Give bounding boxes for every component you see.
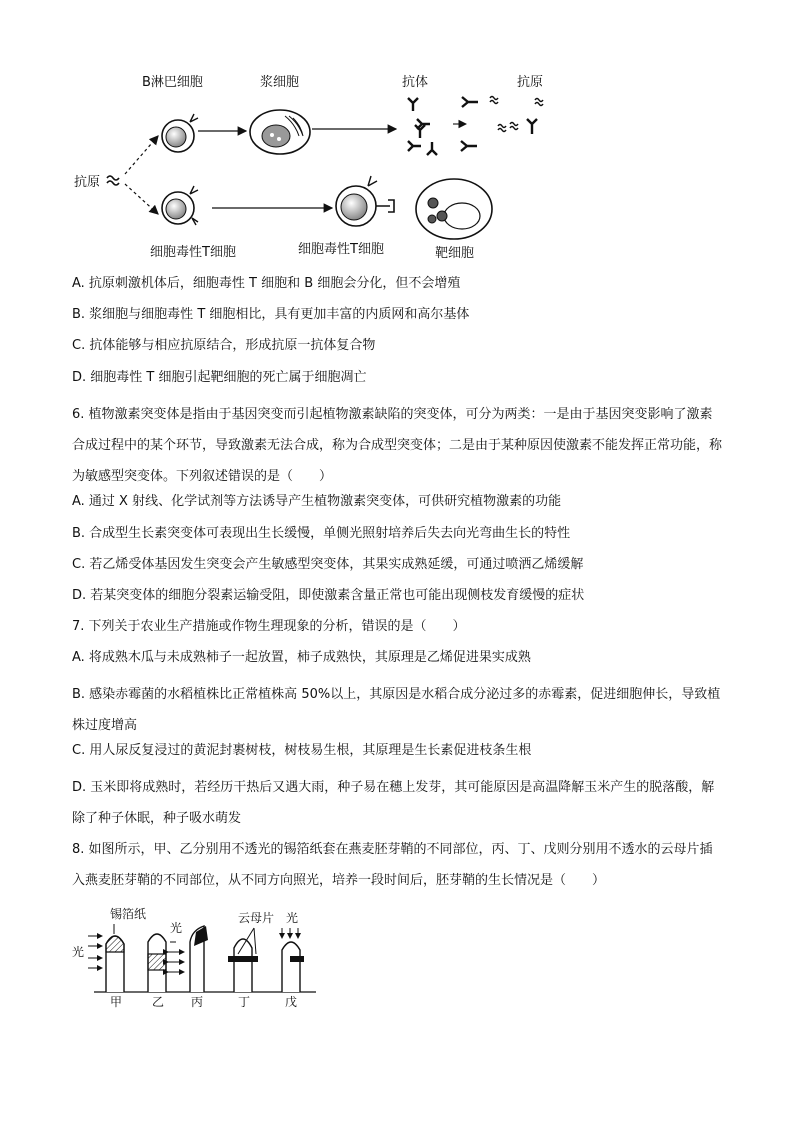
q5-option-a: A. 抗原刺激机体后，细胞毒性 T 细胞和 B 细胞会分化，但不会增殖 — [72, 276, 461, 291]
antigen-icon — [107, 176, 119, 185]
label-antibody: 抗体 — [402, 75, 429, 90]
label-antigen-left: 抗原 — [74, 175, 101, 190]
antigen-cluster-icon — [490, 97, 543, 132]
q7-option-a: A. 将成熟木瓜与未成熟柿子一起放置，柿子成熟快，其原理是乙烯促进果实成熟 — [72, 650, 531, 665]
label-ctl-2: 细胞毒性T细胞 — [298, 242, 384, 257]
activated-ctl-icon — [336, 176, 394, 226]
label-mica: 云母片 — [238, 911, 275, 925]
coleoptile-ding — [228, 928, 258, 992]
plasma-cell-icon — [250, 110, 310, 154]
label-light-mid: 光 — [170, 921, 183, 935]
q6-option-c: C. 若乙烯受体基因发生突变会产生敏感型突变体，其果实成熟延缓，可通过喷洒乙烯缓解 — [72, 557, 584, 572]
label-target: 靶细胞 — [435, 246, 475, 261]
q5-option-c: C. 抗体能够与相应抗原结合，形成抗原一抗体复合物 — [72, 338, 376, 353]
label-foil: 锡箔纸 — [110, 907, 147, 921]
q7-option-d: D. 玉米即将成熟时，若经历干热后又遇大雨，种子易在穗上发芽，其可能原因是高温降解玉米产生的脱落酸，解除了种子休眠，种子吸水萌发 — [72, 780, 715, 826]
label-b-cell: B淋巴细胞 — [142, 75, 203, 90]
q5-option-d: D. 细胞毒性 T 细胞引起靶细胞的死亡属于细胞凋亡 — [72, 370, 367, 385]
label-bing: 丙 — [191, 995, 204, 1009]
coleoptile-yi — [148, 934, 184, 992]
label-light-right: 光 — [286, 911, 299, 925]
q6-option-b: B. 合成型生长素突变体可表现出生长缓慢，单侧光照射培养后失去向光弯曲生长的特性 — [72, 526, 571, 541]
antibody-icons — [408, 97, 537, 155]
q5-option-b: B. 浆细胞与细胞毒性 T 细胞相比，具有更加丰富的内质网和高尔基体 — [72, 307, 470, 322]
label-antigen-right: 抗原 — [517, 75, 544, 90]
label-plasma: 浆细胞 — [260, 75, 300, 90]
ctl-cell-icon — [162, 186, 198, 225]
label-jia: 甲 — [110, 995, 123, 1009]
q8-stem: 8. 如图所示，甲、乙分别用不透光的锡箔纸套在燕麦胚芽鞘的不同部位，丙、丁、戊则分别用不透水的云母片插入燕麦胚芽鞘的不同部位，从不同方向照光，培养一段时间后，胚芽鞘的生长情况是（ ） — [72, 842, 713, 888]
coleoptile-diagram — [70, 906, 330, 1011]
coleoptile-bing — [190, 926, 208, 992]
target-cell-icon — [416, 179, 492, 239]
label-yi: 乙 — [152, 995, 165, 1009]
coleoptile-jia — [88, 924, 124, 992]
q7-option-c: C. 用人尿反复浸过的黄泥封裹树枝，树枝易生根，其原理是生长素促进枝条生根 — [72, 743, 532, 758]
q6-option-a: A. 通过 X 射线、化学试剂等方法诱导产生植物激素突变体，可供研究植物激素的功能 — [72, 494, 562, 509]
q7-stem: 7. 下列关于农业生产措施或作物生理现象的分析，错误的是（ ） — [72, 619, 466, 634]
b-cell-icon — [162, 114, 198, 152]
label-wu: 戊 — [285, 995, 298, 1009]
label-ding: 丁 — [238, 995, 251, 1009]
q6-option-d: D. 若某突变体的细胞分裂素运输受阻，即使激素含量正常也可能出现侧枝发育缓慢的症状 — [72, 588, 585, 603]
immune-diagram — [70, 66, 630, 266]
label-ctl-1: 细胞毒性T细胞 — [150, 245, 236, 260]
q7-option-b: B. 感染赤霉菌的水稻植株比正常植株高 50%以上，其原因是水稻合成分泌过多的赤霉素，促进细胞伸长，导致植株过度增高 — [72, 687, 721, 733]
label-light-left: 光 — [72, 945, 85, 959]
coleoptile-wu — [282, 928, 304, 992]
q6-stem: 6. 植物激素突变体是指由于基因突变而引起植物激素缺陷的突变体，可分为两类：一是由于基因突变影响了激素合成过程中的某个环节，导致激素无法合成，称为合成型突变体；二是由于某种原因使激素不能发挥正常功能，称为敏感型突变体。下列叙述错误的是（ ） — [72, 407, 723, 484]
